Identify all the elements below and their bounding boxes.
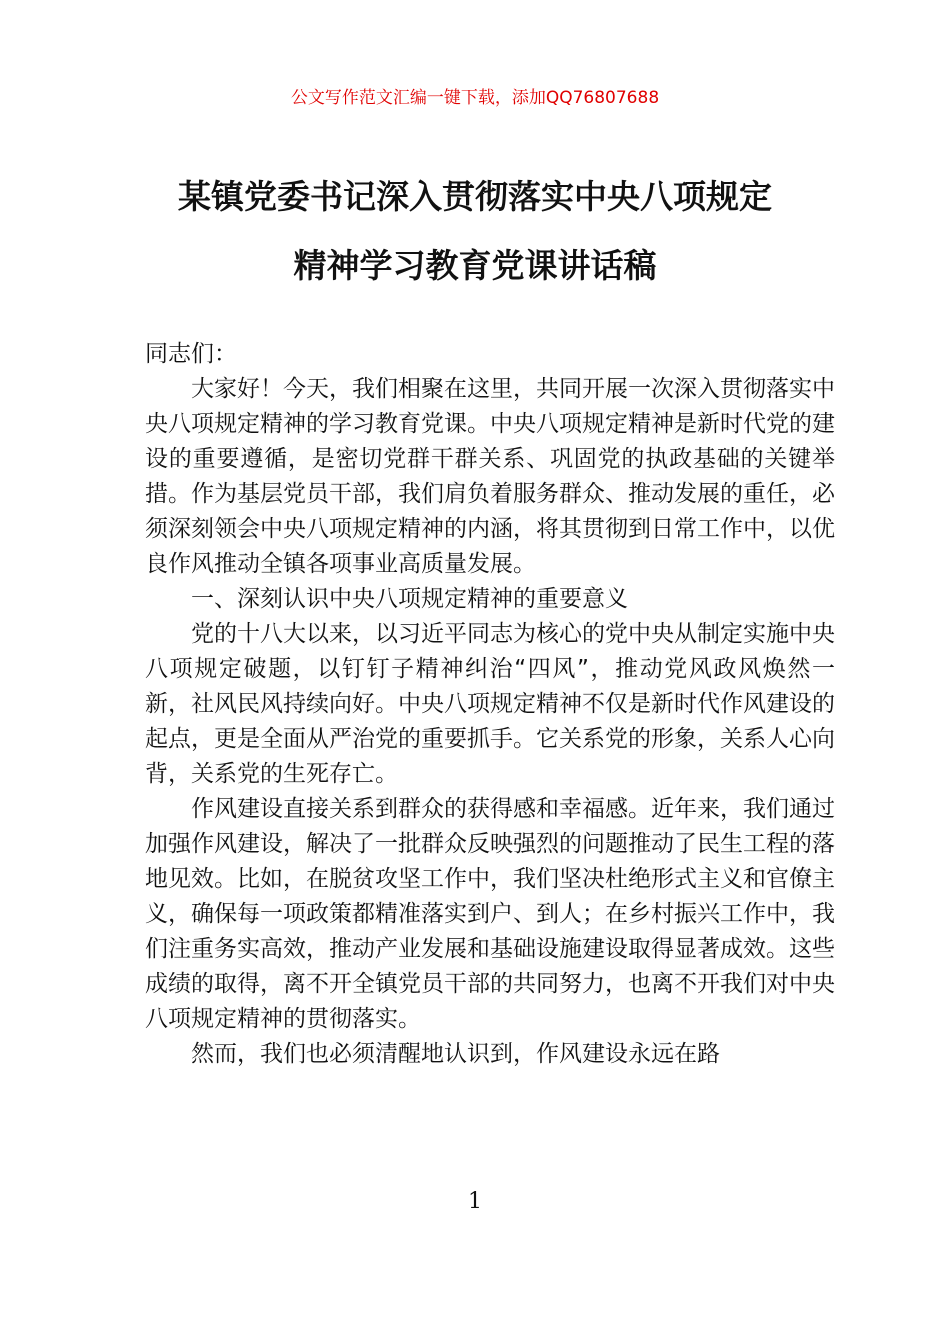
document-body: [145, 337, 835, 1072]
paragraph-intro: 大家好！今天，我们相聚在这里，共同开展一次深入贯彻落实中央八项规定精神的学习教育党课。中央八项规定精神是新时代党的建设的重要遵循，是密切党群干群关系、巩固党的执政基础的关键举措。作为基层党员干部，我们肩负着服务群众、推动发展的重任，必须深刻领会中央八项规定精神的内涵，将其贯彻到日常工作中，以优良作风推动全镇各项事业高质量发展。: [145, 376, 835, 577]
section-heading-1: 一、深刻认识中央八项规定精神的重要意义: [191, 586, 628, 612]
salutation: 同志们：: [145, 341, 237, 367]
page-number: 1: [468, 1189, 482, 1214]
document-title-line-1: 某镇党委书记深入贯彻落实中央八项规定: [178, 177, 772, 216]
document-title-line-2: 精神学习教育党课讲话稿: [293, 246, 657, 285]
paragraph-continuation: 然而，我们也必须清醒地认识到，作风建设永远在路: [191, 1041, 720, 1067]
paragraph-significance: 党的十八大以来，以习近平同志为核心的党中央从制定实施中央八项规定破题，以钉钉子精神纠治“四风”，推动党风政风焕然一新，社风民风持续向好。中央八项规定精神不仅是新时代作风建设的起点，更是全面从严治党的重要抓手。它关系党的形象，关系人心向背，关系党的生死存亡。: [145, 621, 835, 787]
paragraph-style-building: 作风建设直接关系到群众的获得感和幸福感。近年来，我们通过加强作风建设，解决了一批群众反映强烈的问题推动了民生工程的落地见效。比如，在脱贫攻坚工作中，我们坚决杜绝形式主义和官僚主义，确保每一项政策都精准落实到户、到人；在乡村振兴工作中，我们注重务实高效，推动产业发展和基础设施建设取得显著成效。这些成绩的取得，离不开全镇党员干部的共同努力，也离不开我们对中央八项规定精神的贯彻落实。: [145, 796, 835, 1032]
download-notice: 公文写作范文汇编一键下载，添加QQ76807688: [290, 88, 660, 108]
